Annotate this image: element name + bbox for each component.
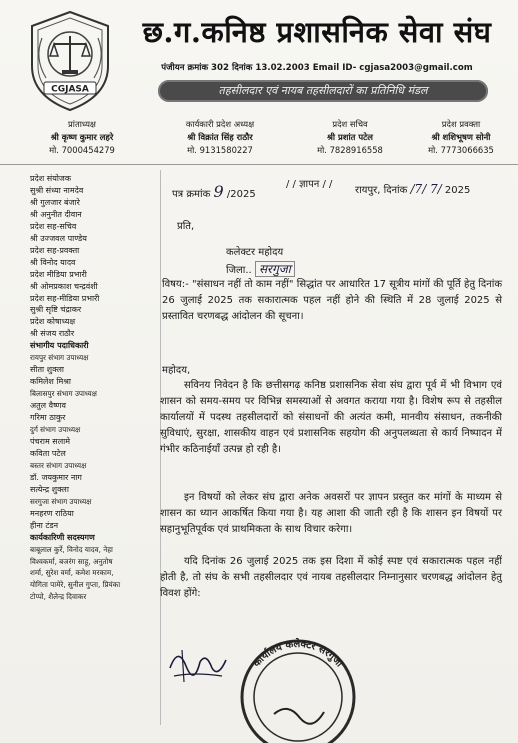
sidebar-entry: अतुल वैष्णव — [30, 401, 66, 411]
sidebar-entry: प्रदेश मीडिया प्रभारी — [30, 269, 87, 279]
logo-text: CGJASA — [51, 84, 89, 95]
sidebar-entry: कविता पटेल — [30, 448, 66, 458]
sidebar-entry: प्रदेश सह-प्रवक्ता — [30, 245, 80, 255]
sidebar-entry: श्री गुलजार बंजारे — [30, 197, 80, 207]
officer-role: कार्यकारी प्रदेश अध्यक्ष — [185, 119, 255, 129]
sidebar-members-list — [30, 173, 158, 603]
sidebar-entry: श्री विनोद यादव — [30, 257, 76, 267]
officer-block-2 — [150, 118, 290, 160]
officer-block-3 — [300, 118, 400, 160]
sidebar-entry: रायपुर संभाग उपाध्यक्ष — [30, 353, 89, 363]
officer-role: प्रदेश प्रवक्ता — [441, 119, 481, 129]
officer-block-1 — [22, 118, 142, 160]
officer-name: श्री विक्रांत सिंह राठौर — [187, 132, 253, 142]
sidebar-entry: श्री संजय राठौर — [30, 329, 75, 339]
sidebar-entry: प्रदेश सह-मीडिया प्रभारी — [30, 293, 100, 303]
letter-number-year: /2025 — [226, 189, 256, 200]
sidebar-entry: मनहरण राठिया — [30, 508, 74, 518]
officer-name: श्री कृष्ण कुमार लहरे — [50, 132, 114, 142]
registration-line: पंजीयन क्रमांक 302 दिनांक 13.02.2003 Email ID- cgjasa2003@gmail.com — [161, 63, 473, 73]
handwritten-signature — [164, 638, 234, 688]
body-paragraph-1: सविनय निवेदन है कि छत्तीसगढ़ कनिष्ठ प्रशासनिक सेवा संघ द्वारा पूर्व में भी विभाग एवं शासन को समय-समय पर विभिन्न समस्याओं से अवगत कराया गया है। विशेष रूप से तहसील कार्यालयों में पदस्थ तहसीलदारों को संसाधनों की अत्यंत कमी, मानवीय संसाधन, तकनीकी सुविधाएं, सुरक्षा, शासकीय वाहन एवं प्रशासनिक सहयोग की अनुपलब्धता से कार्य निष्पादन में गंभीर कठिनाईयाँ उत्पन्न हो रही है। — [160, 380, 502, 455]
date-year: 2025 — [444, 185, 471, 196]
sidebar-entry: सरगुजा संभाग उपाध्यक्ष — [30, 496, 92, 506]
sidebar-entry: सुश्री सृष्टि चंद्राकर — [30, 305, 82, 315]
subject-paragraph: विषय:- "संसाधन नहीं तो काम नहीं" सिद्धांत पर आधारित 17 सूत्रीय मांगों की पूर्ति हेतु दिनांक 26 जुलाई 2025 तक सकारात्मक पहल नहीं होने की स्थिति में 28 जुलाई 2025 से प्रस्तावित चरणबद्ध आंदोलन की सूचना। — [162, 279, 502, 322]
sidebar-entry: हीना टंडन — [30, 520, 59, 530]
letter-number — [172, 182, 256, 201]
sidebar-entry: श्री ओमप्रकाश चन्द्रवंशी — [30, 281, 98, 291]
officer-role: प्रदेश सचिव — [332, 119, 368, 129]
sidebar-entry: प्रदेश कोषाध्यक्ष — [30, 317, 76, 327]
sidebar-entry: दुर्ग संभाग उपाध्यक्ष — [30, 425, 81, 435]
district-label: जिला.. — [226, 265, 252, 276]
addressee: कलेक्टर महोदय — [226, 247, 284, 258]
officer-block-4 — [410, 118, 512, 160]
place-date — [355, 182, 470, 196]
letter-number-label: पत्र क्रमांक — [172, 189, 211, 200]
officer-phone: मो. 7000454279 — [49, 145, 115, 155]
sidebar-entry: बिलासपुर संभाग उपाध्यक्ष — [30, 389, 97, 399]
officer-name: श्री शशिभूषण सोनी — [431, 132, 491, 142]
sidebar-entry: प्रदेश संयोजक — [30, 174, 71, 183]
place-date-label: रायपुर, दिनांक — [355, 185, 408, 196]
district-handwritten: सरगुजा — [255, 261, 295, 277]
stamp-text: कार्यालय कलेक्टर सरगुजा — [251, 638, 345, 670]
sidebar-entry: टोप्पो, शैलेन्द्र दिवाकर — [30, 592, 87, 602]
sidebar-entry: बस्तर संभाग उपाध्यक्ष — [30, 460, 87, 470]
header-divider — [0, 164, 518, 165]
sidebar-entry: गरिमा ठाकुर — [30, 413, 66, 423]
memorandum-label: / / ज्ञापन / / — [286, 179, 333, 190]
sidebar-entry: कमिलेश मिश्रा — [30, 377, 71, 387]
date-handwritten: /7/ 7/ — [410, 182, 442, 196]
officer-role: प्रांताध्यक्ष — [68, 119, 96, 129]
officer-name: श्री प्रशांत पटेल — [327, 132, 373, 142]
salutation: महोदय, — [162, 365, 191, 376]
sidebar-entry: शर्मा, सुरेश वर्मा, कमेश मरकाम, — [30, 568, 114, 578]
organization-title: छ.ग.कनिष्ठ प्रशासनिक सेवा संघ — [142, 15, 492, 49]
office-stamp — [228, 622, 368, 743]
sidebar-entry: योगिता पामेरे, सुनील गुप्ता, प्रियंका — [30, 580, 121, 590]
sidebar-entry: संभागीय पदाधिकारी — [30, 341, 89, 351]
sidebar-entry: डॉ. जयकुमार नाग — [30, 472, 82, 482]
sidebar-entry: सीता शुक्ला — [30, 365, 64, 375]
header-banner: तहसीलदार एवं नायब तहसीलदारों का प्रतिनिधि मंडल — [158, 80, 488, 102]
sidebar-entry: कार्यकारिणी सदस्यगण — [30, 532, 95, 542]
sidebar-entry: श्री उज्जवल पाण्डेय — [30, 233, 87, 243]
sidebar-entry: पंचराम सलामे — [30, 436, 70, 446]
body-paragraph-2: इन विषयों को लेकर संघ द्वारा अनेक अवसरों पर ज्ञापन प्रस्तुत कर मांगों के माध्यम से शासन का ध्यान आकर्षित किया गया है। यह आशा की जाती रही है कि शासन इन विषयों पर सहानुभूतिपूर्वक एवं प्राथमिकता के साथ विचार करेगा। — [160, 492, 502, 535]
association-emblem-logo — [24, 8, 116, 114]
sidebar-entry: विश्वकर्मा, बजरंग साहू, अनुतोष — [30, 556, 113, 566]
officer-phone: मो. 7828916558 — [317, 145, 383, 155]
sidebar-entry: सुश्री संध्या नामदेव — [30, 185, 84, 195]
sidebar-entry: श्री अनुनीत दीवान — [30, 209, 82, 219]
officer-phone: मो. 9131580227 — [187, 145, 253, 155]
sidebar-entry: प्रदेश सह-सचिव — [30, 221, 77, 231]
sidebar-entry: सत्येन्द्र शुक्ला — [30, 484, 69, 494]
letter-number-handwritten: 9 — [213, 182, 224, 201]
officer-phone: मो. 7773066635 — [428, 145, 494, 155]
body-paragraph-3: यदि दिनांक 26 जुलाई 2025 तक इस दिशा में कोई स्पष्ट एवं सकारात्मक पहल नहीं होती है, तो संघ के सभी तहसीलदार एवं नायब तहसीलदार निम्नानुसार चरणबद्ध आंदोलन हेतु विवश होंगे: — [160, 556, 502, 599]
to-label: प्रति, — [177, 221, 195, 232]
sidebar-entry: बाबूलाल कुर्रे, विनोद यादव, नेहा — [30, 544, 113, 554]
district-line — [226, 260, 295, 277]
